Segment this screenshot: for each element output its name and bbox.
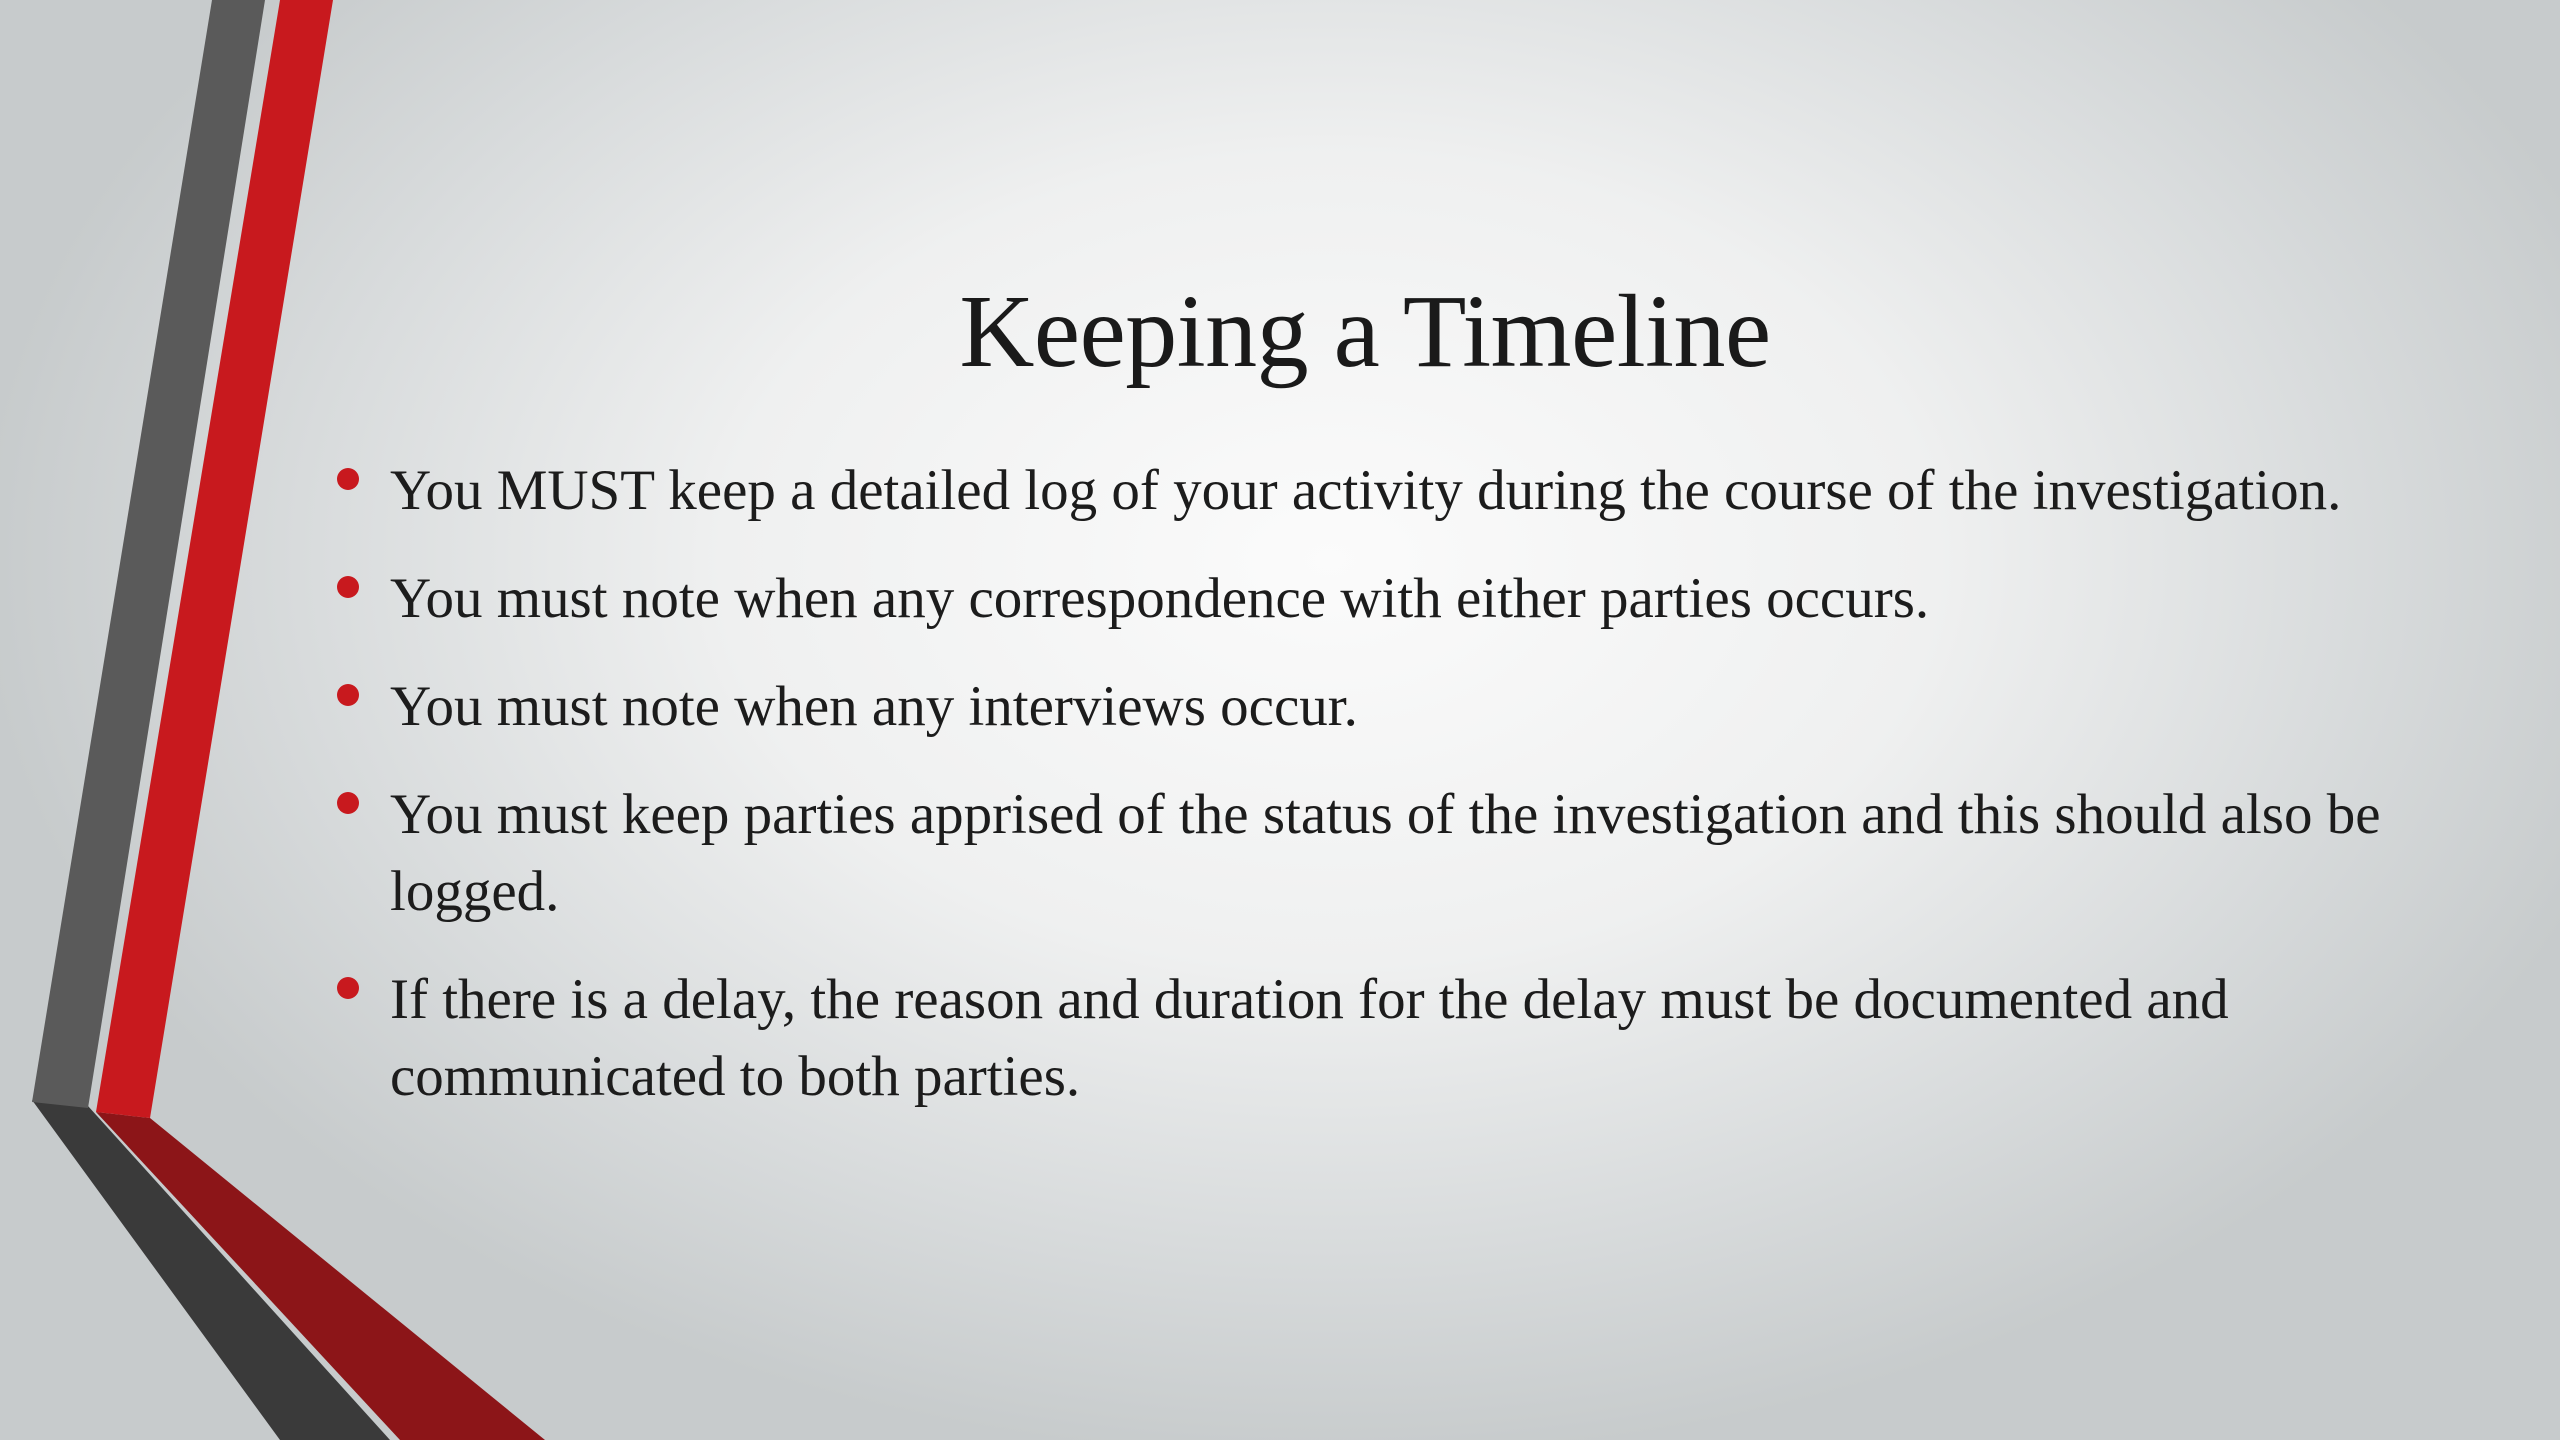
- bullet-text: You must note when any correspondence with either parties occurs.: [390, 567, 1930, 630]
- bullet-item: [330, 560, 2450, 637]
- bullet-item: [330, 452, 2450, 529]
- bullet-dot-icon: [337, 792, 359, 814]
- bullet-item: [330, 776, 2450, 930]
- bullet-dot-icon: [337, 977, 359, 999]
- bullet-dot-icon: [337, 468, 359, 490]
- bullet-text: If there is a delay, the reason and duration for the delay must be documented and communicated to both parties.: [390, 968, 2229, 1108]
- bullet-dot-icon: [337, 684, 359, 706]
- bullet-item: [330, 961, 2450, 1115]
- slide-title: Keeping a Timeline: [959, 274, 1771, 389]
- bullet-text: You MUST keep a detailed log of your activity during the course of the investigation.: [390, 459, 2342, 522]
- bullet-text: You must keep parties apprised of the status of the investigation and this should also be logged.: [390, 783, 2381, 923]
- bullet-item: [330, 668, 2450, 745]
- bullet-dot-icon: [337, 576, 359, 598]
- bullet-list: [330, 452, 2450, 1146]
- bullet-text: You must note when any interviews occur.: [390, 675, 1358, 738]
